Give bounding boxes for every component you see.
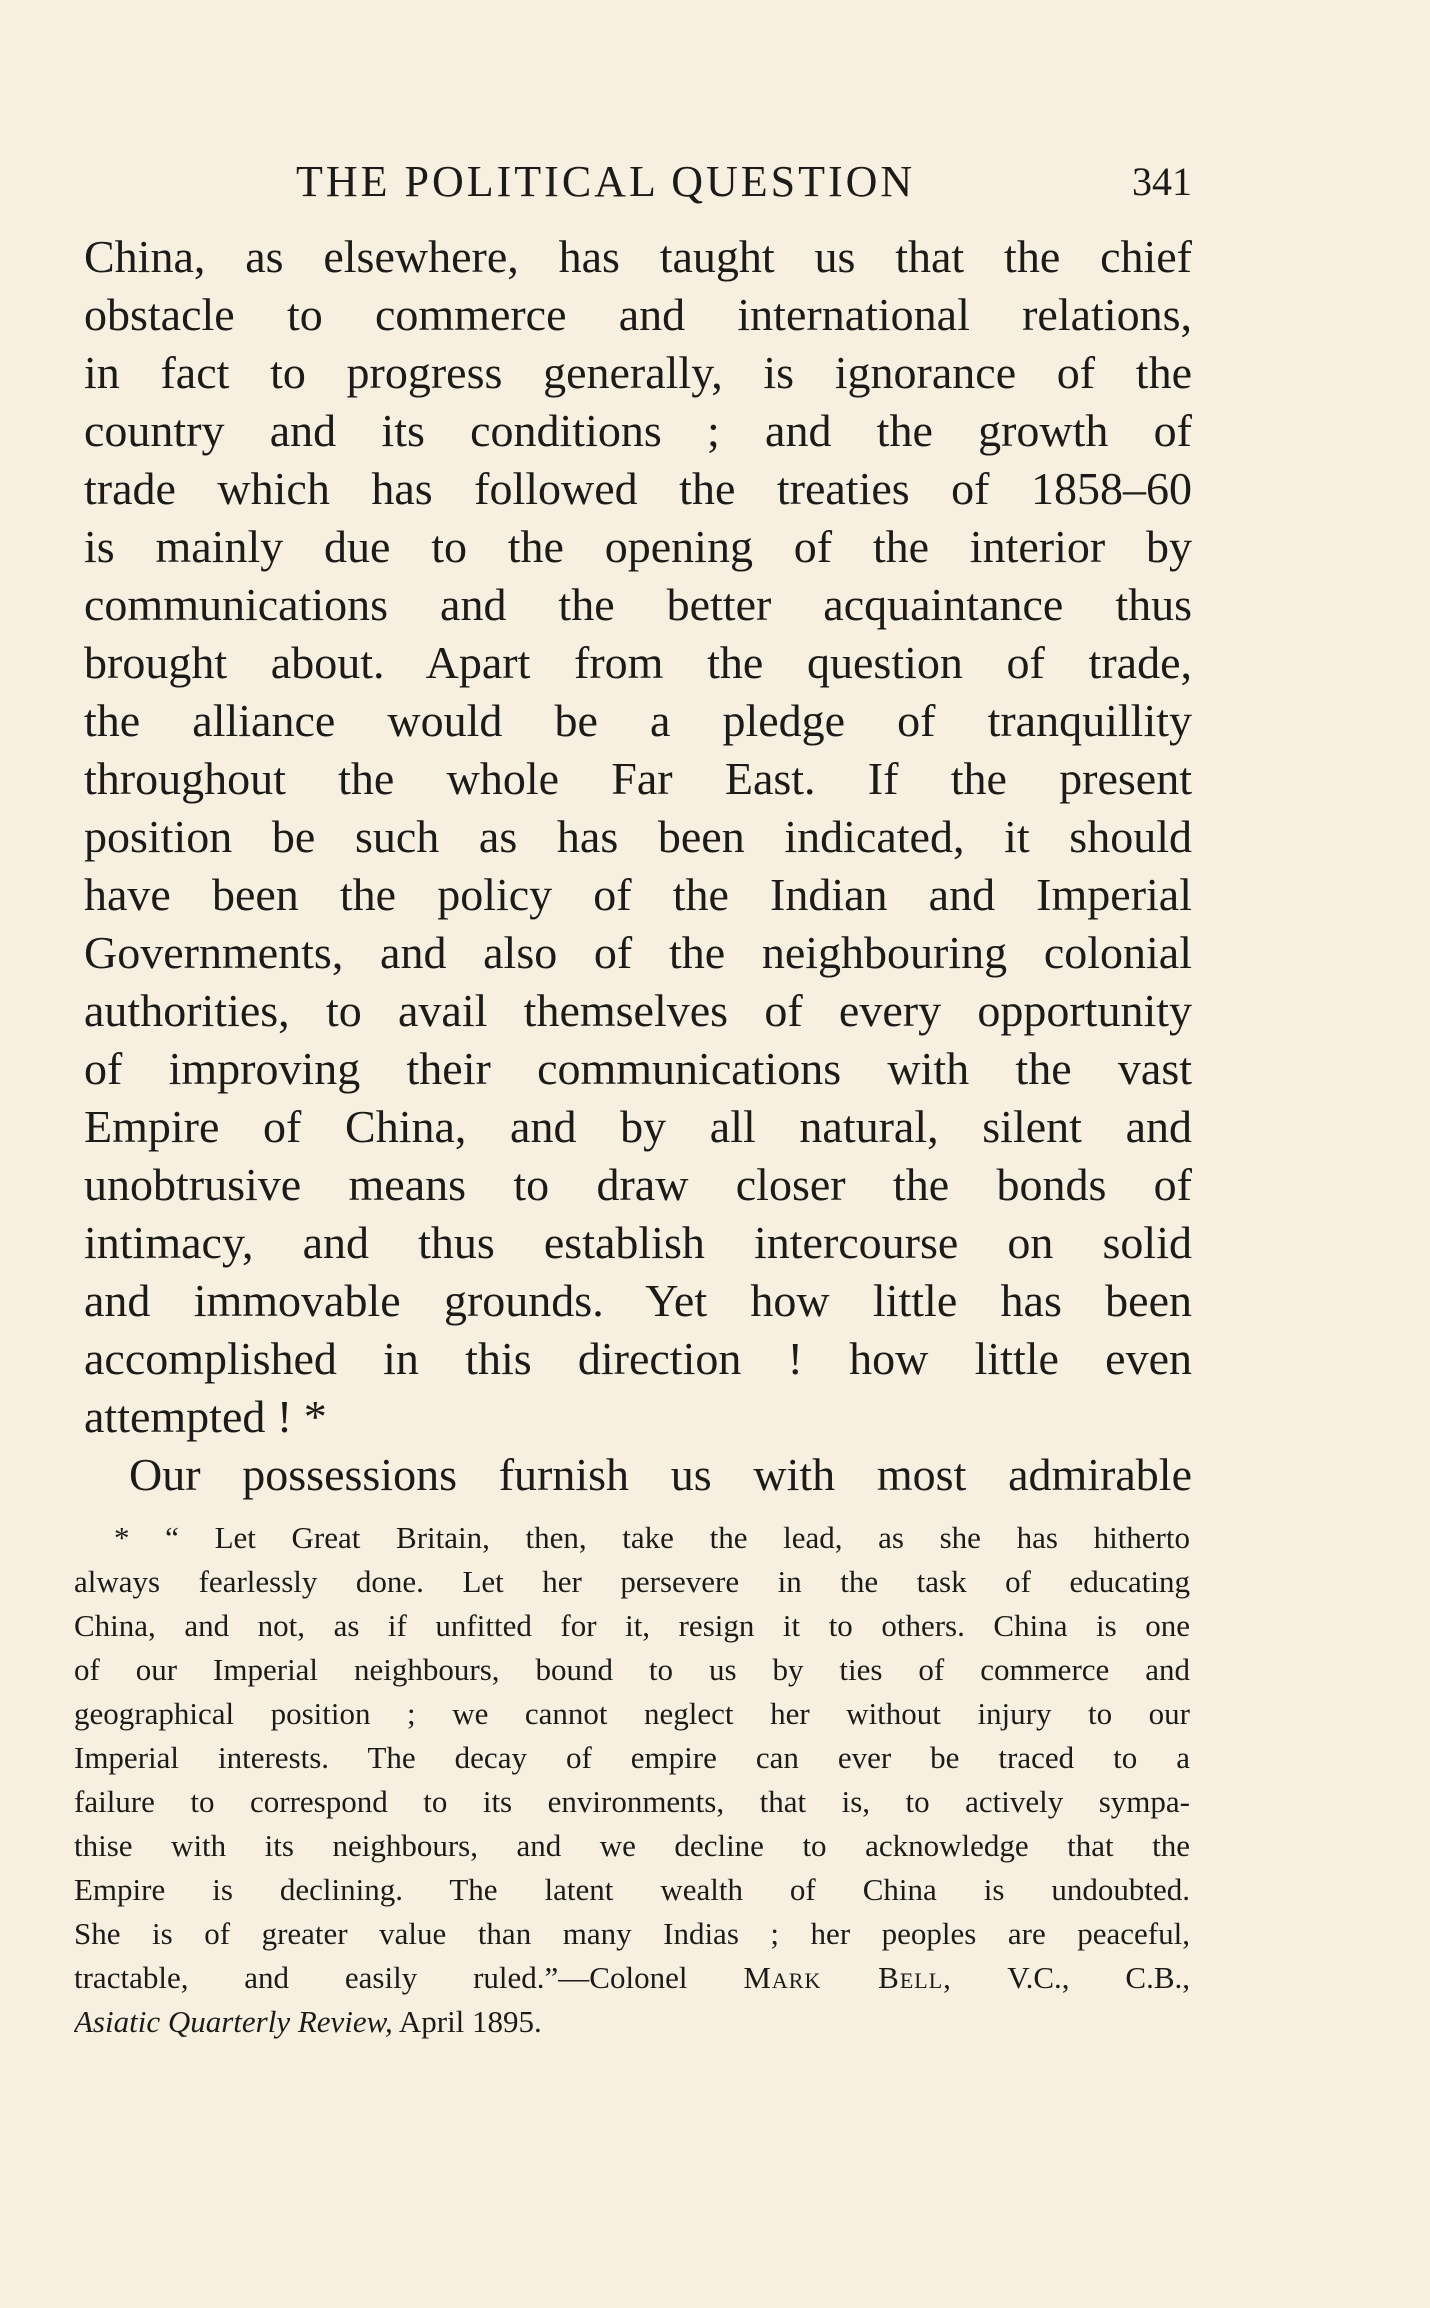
footnote-line: Imperial interests. The decay of empire can ever be traced to a <box>74 1740 1190 1775</box>
body-line: Governments, and also of the neighbouring colonial <box>84 927 1192 978</box>
body-line: and immovable grounds. Yet how little has been <box>84 1275 1192 1326</box>
body-line: position be such as has been indicated, it should <box>84 811 1192 862</box>
page-header <box>82 150 1192 220</box>
footnote-date: April 1895. <box>398 2004 542 2039</box>
footnote-line: failure to correspond to its environments, that is, to actively sympa- <box>74 1784 1190 1819</box>
body-line: authorities, to avail themselves of every opportunity <box>84 985 1192 1036</box>
body-line: Empire of China, and by all natural, silent and <box>84 1101 1192 1152</box>
body-line: attempted ! * <box>84 1391 327 1442</box>
body-line: obstacle to commerce and international relations, <box>84 289 1192 340</box>
body-line: trade which has followed the treaties of 1858–60 <box>84 463 1192 514</box>
body-line: throughout the whole Far East. If the present <box>84 753 1192 804</box>
footnote-line: geographical position ; we cannot neglect her without injury to our <box>74 1696 1190 1731</box>
footnote-line: thise with its neighbours, and we decline to acknowledge that the <box>74 1828 1190 1863</box>
footnote-line: * “ Let Great Britain, then, take the lead, as she has hitherto <box>114 1520 1190 1555</box>
body-line: unobtrusive means to draw closer the bonds of <box>84 1159 1192 1210</box>
body-line: the alliance would be a pledge of tranquillity <box>84 695 1192 746</box>
footnote-author: Mark Bell, <box>743 1960 952 1995</box>
footnote-honours: V.C., C.B., <box>1007 1960 1190 1995</box>
footnote-line: of our Imperial neighbours, bound to us by ties of commerce and <box>74 1652 1190 1687</box>
body-line: Our possessions furnish us with most admirable <box>129 1449 1192 1500</box>
body-line: country and its conditions ; and the growth of <box>84 405 1192 456</box>
body-line: of improving their communications with the vast <box>84 1043 1192 1094</box>
footnote-line: She is of greater value than many Indias ; her peoples are peaceful, <box>74 1916 1190 1951</box>
body-line: China, as elsewhere, has taught us that the chief <box>84 231 1192 282</box>
body-line: is mainly due to the opening of the interior by <box>84 521 1192 572</box>
body-line: in fact to progress generally, is ignorance of the <box>84 347 1192 398</box>
body-line: communications and the better acquaintance thus <box>84 579 1192 630</box>
body-line: intimacy, and thus establish intercourse on solid <box>84 1217 1192 1268</box>
footnote-text: tractable, and easily ruled.”—Colonel <box>74 1960 688 1995</box>
footnote-line: Empire is declining. The latent wealth of China is undoubted. <box>74 1872 1190 1907</box>
body-line: accomplished in this direction ! how little even <box>84 1333 1192 1384</box>
body-text <box>84 228 1192 1504</box>
footnote-line <box>74 2000 1190 2044</box>
body-line: brought about. Apart from the question of trade, <box>84 637 1192 688</box>
footnote-line <box>74 1956 1190 2000</box>
footnote-line: China, and not, as if unfitted for it, resign it to others. China is one <box>74 1608 1190 1643</box>
body-line: have been the policy of the Indian and Imperial <box>84 869 1192 920</box>
footnote <box>74 1516 1190 2044</box>
page-number: 341 <box>1132 159 1192 204</box>
footnote-journal: Asiatic Quarterly Review, <box>74 2004 393 2039</box>
footnote-line: always fearlessly done. Let her persevere in the task of educating <box>74 1564 1190 1599</box>
running-title: THE POLITICAL QUESTION <box>296 157 916 206</box>
